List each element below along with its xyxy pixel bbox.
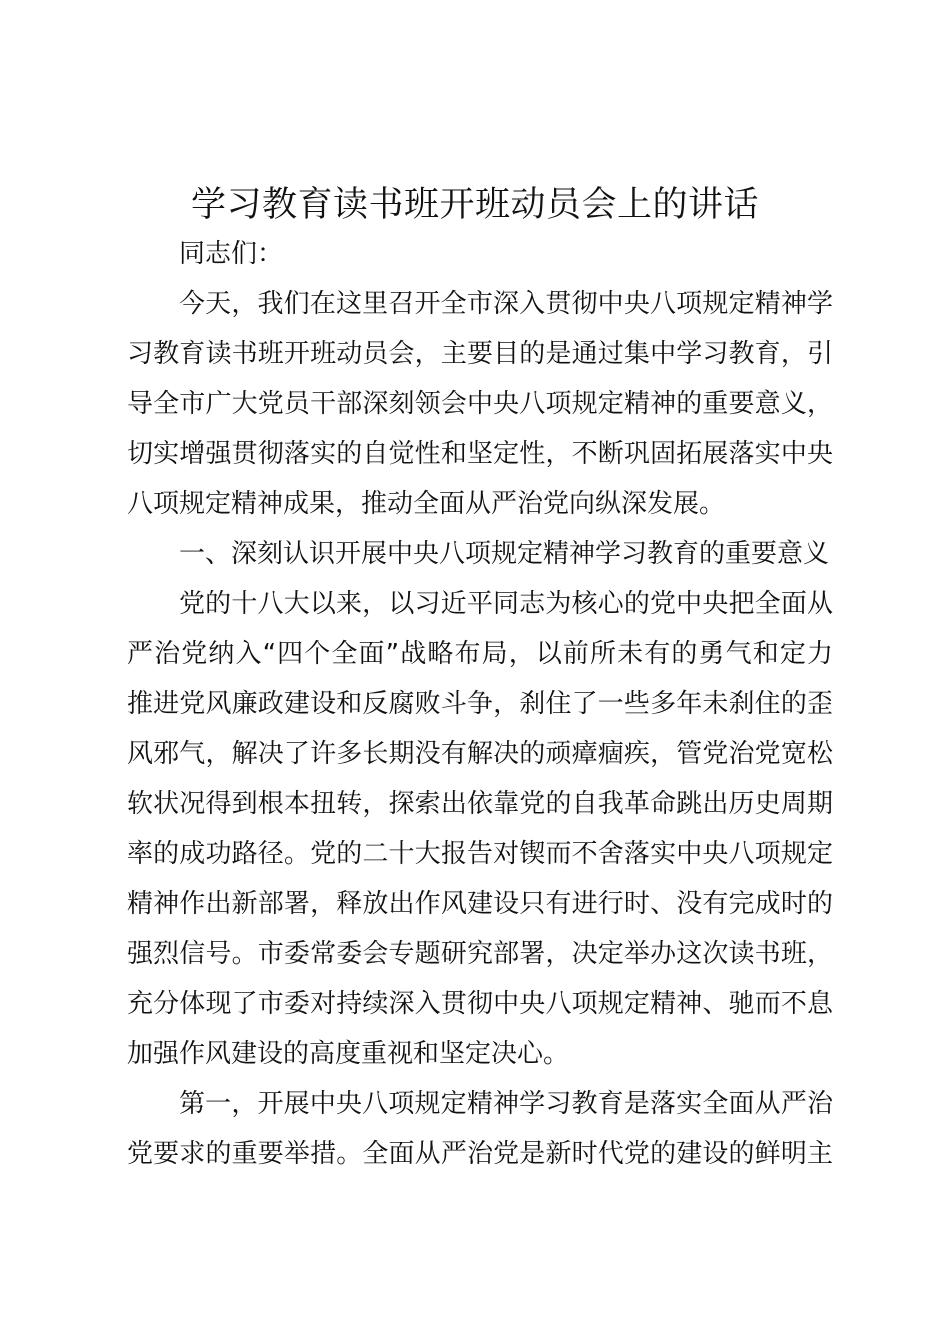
paragraph-2-line-4: 风邪气，解决了许多长期没有解决的顽瘴痼疾，管党治党宽松 [127, 739, 833, 769]
paragraph-2-line-6: 率的成功路径。党的二十大报告对锲而不舍落实中央八项规定 [127, 839, 833, 869]
greeting: 同志们： [179, 239, 284, 269]
document-title: 学习教育读书班开班动员会上的讲话 [190, 185, 759, 225]
paragraph-3-line-2: 党要求的重要举措。全面从严治党是新时代党的建设的鲜明主 [127, 1139, 833, 1169]
paragraph-2-line-8: 强烈信号。市委常委会专题研究部署，决定举办这次读书班， [127, 939, 833, 969]
paragraph-1-line-2: 习教育读书班开班动员会，主要目的是通过集中学习教育，引 [127, 339, 833, 369]
paragraph-2-line-2: 严治党纳入“四个全面”战略布局，以前所未有的勇气和定力 [127, 639, 833, 669]
paragraph-1-line-3: 导全市广大党员干部深刻领会中央八项规定精神的重要意义， [127, 389, 833, 419]
paragraph-1-line-1: 今天，我们在这里召开全市深入贯彻中央八项规定精神学 [179, 289, 833, 319]
section-heading-1: 一、深刻认识开展中央八项规定精神学习教育的重要意义 [179, 539, 830, 569]
paragraph-1-line-4: 切实增强贯彻落实的自觉性和坚定性，不断巩固拓展落实中央 [127, 439, 833, 469]
paragraph-2-line-9: 充分体现了市委对持续深入贯彻中央八项规定精神、驰而不息 [127, 989, 833, 1019]
paragraph-2-line-10: 加强作风建设的高度重视和坚定决心。 [127, 1039, 570, 1069]
paragraph-2-line-5: 软状况得到根本扭转，探索出依靠党的自我革命跳出历史周期 [127, 789, 833, 819]
paragraph-3-line-1: 第一，开展中央八项规定精神学习教育是落实全面从严治 [179, 1089, 833, 1119]
paragraph-2-line-7: 精神作出新部署，释放出作风建设只有进行时、没有完成时的 [127, 889, 833, 919]
paragraph-2-line-1: 党的十八大以来，以习近平同志为核心的党中央把全面从 [179, 589, 833, 619]
paragraph-2-line-3: 推进党风廉政建设和反腐败斗争，刹住了一些多年未刹住的歪 [127, 689, 833, 719]
paragraph-1-line-5: 八项规定精神成果，推动全面从严治党向纵深发展。 [127, 489, 726, 519]
